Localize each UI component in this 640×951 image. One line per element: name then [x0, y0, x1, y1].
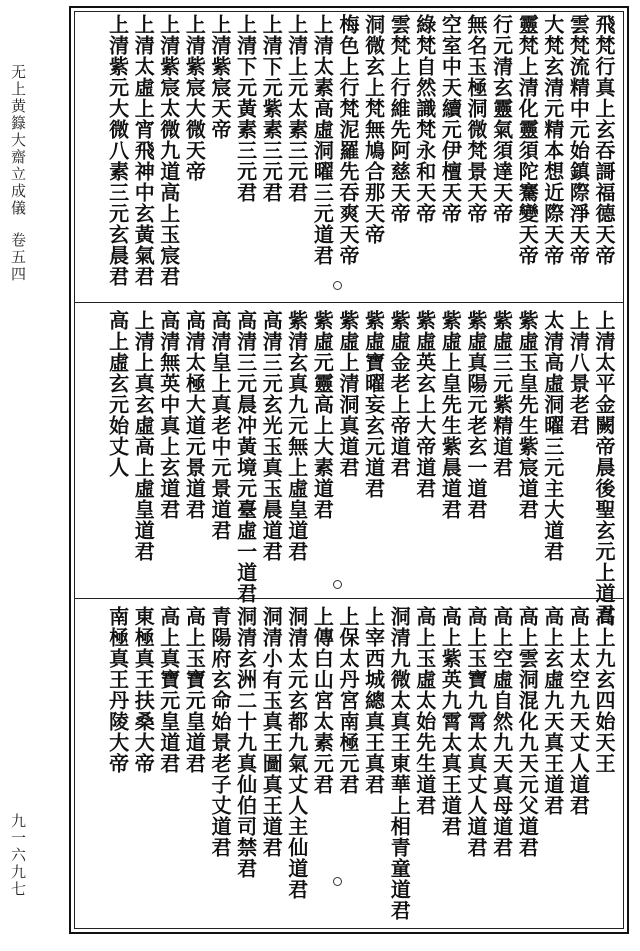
text-column: 紫虛上清洞真道君	[336, 310, 360, 478]
text-column: 上清下元紫素三元君	[259, 14, 284, 203]
text-column: 高清太極大道元景道君	[182, 310, 207, 520]
text-column: 南極真王丹陵大帝	[105, 606, 130, 774]
text-column: 上清太平金闕帝晨後聖玄元上道君	[592, 310, 616, 625]
text-column: 洞清九微太真王東華上相青童道君	[387, 606, 412, 921]
text-column: 高清三元玄光玉真玉晨道君	[259, 310, 284, 562]
text-column: 上清紫元大微八素三元玄晨君	[105, 14, 130, 287]
text-column: 洞微玄上梵無鳩合那天帝	[361, 14, 386, 245]
text-column: 高上九玄四始天王	[592, 606, 616, 774]
text-column: 青陽府玄命始景老子丈道君	[208, 606, 232, 858]
text-column: 紫虛上皇先生紫晨道君	[438, 310, 463, 520]
text-column: 高上紫英九霄太真王道君	[438, 606, 463, 837]
text-column: 行元清玄靈氣須達天帝	[489, 14, 514, 224]
text-column: 紫清玄真九元無上虛皇道君	[284, 310, 309, 562]
text-column: 紫虛寶曜妄玄元道君	[361, 310, 386, 499]
text-column: 上宰西城總真王真君	[361, 606, 386, 795]
text-column: 紫虛玉皇先生紫宸道君	[515, 310, 540, 520]
text-column: 東極真王扶桑大帝	[131, 606, 156, 774]
text-column: 紫虛真陽元老玄一道君	[464, 310, 488, 520]
section-divider-lower	[74, 598, 624, 599]
text-column: 高上玉寶元皇道君	[182, 606, 207, 774]
text-column: 高上空虛自然九天真母道君	[489, 606, 514, 858]
text-column: 高上虛玄元始丈人	[105, 310, 130, 478]
text-column: 雲梵上行維先阿慈天帝	[387, 14, 412, 224]
text-column: 上傳白山宮太素元君	[310, 606, 335, 795]
section-end-marker	[333, 281, 342, 290]
text-column: 上清紫宸天帝	[208, 14, 232, 140]
section-end-marker	[333, 580, 342, 589]
text-column: 高上太空九天丈人道君	[566, 606, 591, 816]
text-column: 高上玄虛九天真王道君	[540, 606, 565, 816]
text-column: 上清紫宸太微九道高上玉宸君	[156, 14, 181, 287]
text-column: 紫虛英玄上大帝道君	[412, 310, 437, 499]
text-column: 紫虛金老上帝道君	[387, 310, 412, 478]
text-column: 上保太丹宮南極元君	[336, 606, 360, 795]
text-column: 上清太素高虛洞曜三元道君	[310, 14, 335, 266]
text-column: 上清紫宸大微天帝	[182, 14, 207, 182]
text-column: 上清上元太素三元君	[284, 14, 309, 203]
section-end-marker	[333, 877, 342, 886]
text-column: 洞清小有玉真王圖真王道君	[259, 606, 284, 858]
text-column: 太清高虛洞曜三元主大道君	[540, 310, 565, 562]
text-column: 雲梵流精中元始鎮際淨天帝	[566, 14, 591, 266]
text-column: 紫虛三元紫精道君	[489, 310, 514, 478]
text-column: 飛梵行真上玄吞謌福德天帝	[592, 14, 616, 266]
text-column: 高上玉虛太始先生道君	[412, 606, 437, 816]
text-column: 高上玉寶九霄太真丈人道君	[464, 606, 488, 858]
text-column: 上清上真玄虛高上虛皇道君	[131, 310, 156, 562]
text-column: 高清三元晨冲黃境元臺虛一道君	[233, 310, 258, 604]
section-divider-upper	[74, 302, 624, 303]
book-title: 无上黄籙大齋立成儀	[9, 64, 27, 217]
text-column: 洞清玄洲二十九真仙伯司禁君	[233, 606, 258, 879]
text-column: 高上雲洞混化九天元父道君	[515, 606, 540, 858]
text-column: 洞清太元玄都九氣丈人主仙道君	[284, 606, 309, 900]
text-column: 高清皇上真老中元景道君	[208, 310, 232, 541]
text-column: 上清下元黃素三元君	[233, 14, 258, 203]
volume-label: 卷五四	[9, 232, 27, 283]
text-column: 梅色上行梵泥羅先吞爽天帝	[336, 14, 360, 266]
text-column: 高清無英中真上玄道君	[156, 310, 181, 520]
text-column: 靈梵上清化靈須陀騫變天帝	[515, 14, 540, 266]
page-number: 九一六九七	[9, 813, 27, 898]
text-column: 上清八景老君	[566, 310, 591, 436]
text-column: 綠梵自然識梵永和天帝	[412, 14, 437, 224]
text-column: 無名玉極洞微梵景天帝	[464, 14, 488, 224]
text-column: 上清太虛上宵飛神中玄黃氣君	[131, 14, 156, 287]
text-column: 大梵玄清元精本想近際天帝	[540, 14, 565, 266]
text-column: 高上真寶元皇道君	[156, 606, 181, 774]
text-column: 空室中天續元伊檀天帝	[438, 14, 463, 224]
text-column: 紫虛元靈高上大素道君	[310, 310, 335, 520]
